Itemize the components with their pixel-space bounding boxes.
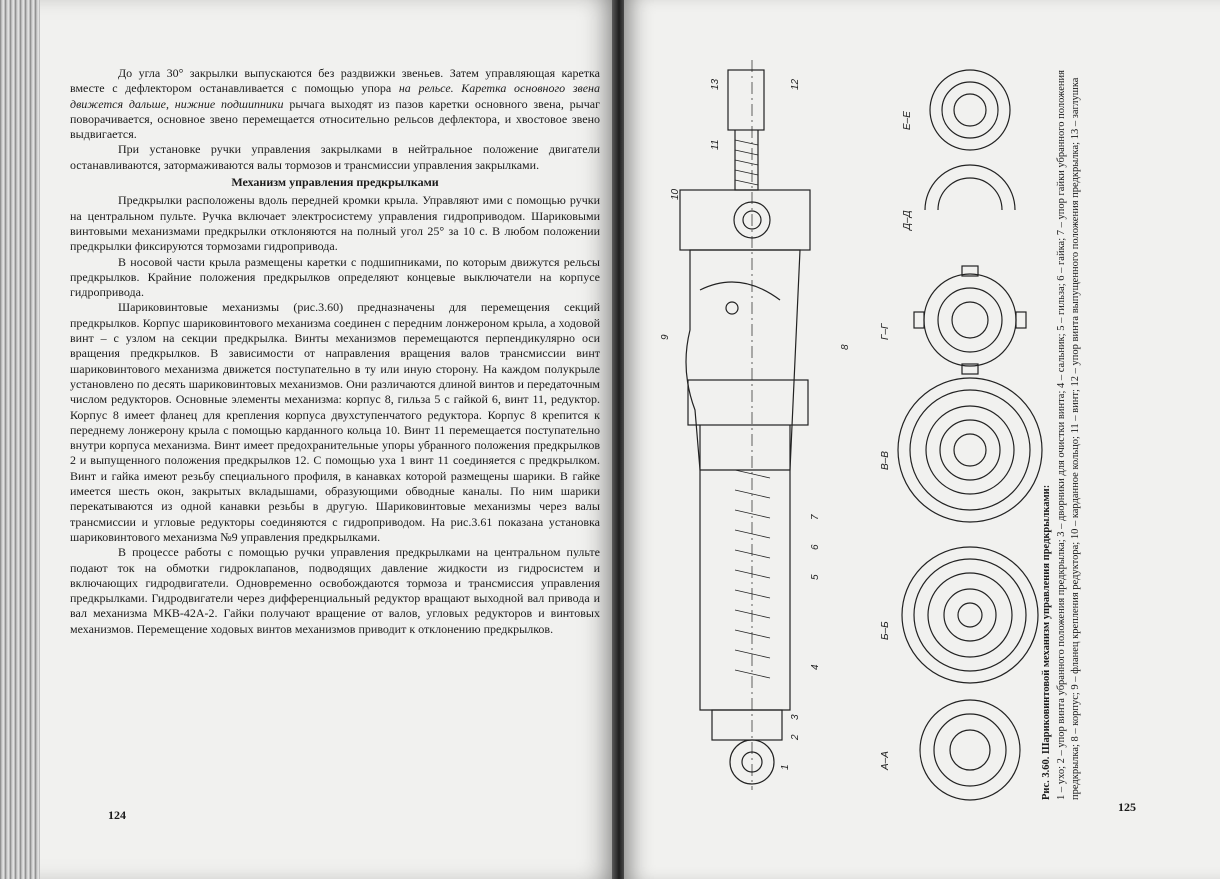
left-page-body — [70, 66, 600, 637]
paragraph-5: Шариковинтовые механизмы (рис.3.60) предназначены для перемещения секций предкрылков. Корпус шариковинтового механизма соединен с передним лонжероном крыла, а ходовой винт – с узлом на секции предкрылка. Винты механизмов перемещаются перпендикулярно оси вращения предкрылков. В зависимости от направления вращения валов трансмиссии винт шариковинтового механизма движется поступательно в ту или иную сторону. На каждом полукрыле установлено по десять шариковинтовых механизмов. Они различаются длиной винтов и передаточным числом редукторов. Основные элементы механизма: корпус 8, гильза 5 с гайкой 6, винт 11, редуктор. Корпус 8 имеет фланец для крепления корпуса двухступенчатого редуктора. Корпус 8 крепится к переднему лонжерону крыла с помощью карданного кольца 10. Винт 11 перемещается поступательно внутри корпуса механизма. Винт имеет предохранительные упоры убранного положения предкрылков 2 и выпущенного положения предкрылков 12. С помощью уха 1 винт 11 соединяется с предкрылком. Винт и гайка имеют резьбу специального профиля, в канавках которой размещены шарики. В гайке имеется шесть окон, закрытых вкладышами, образующими обводные каналы. По ним шарики перекатываются из одной канавки резьбы в другую. Шариковинтовые механизмы через валы трансмиссии и угловые редукторы соединяются с гидроприводом. На рис.3.61 показана установка шариковинтового механизма №9 управления предкрылками. — [70, 300, 600, 544]
paragraph-6: В процессе работы с помощью ручки управления предкрылками на центральном пульте подают ток на обмотки гидроклапанов, подводящих давление жидкости из гидросистем и включающих гидродвигатели. Одновременно освобождаются тормоза и трансмиссия управления предкрылками. Гидродвигатели через дифференциальный редуктор вращают выходной вал привода и вал механизма МКВ-42А-2. Гайки получают вращение от валов, угловых редукторов и винтовых механизмов. Перемещение ходовых винтов механизмов приводит к отклонению предкрылков. — [70, 545, 600, 636]
seal-block — [712, 710, 782, 740]
part-label-9: 9 — [660, 334, 671, 340]
section-gg — [914, 266, 1026, 374]
section-title-vv: В–В — [880, 451, 891, 470]
page-stack-edge — [0, 0, 44, 879]
part-label-10: 10 — [670, 188, 681, 200]
bolt — [726, 302, 738, 314]
section-aa — [920, 700, 1020, 800]
mechanism-drawing-svg — [640, 50, 1200, 810]
section-title-dd: Д–Д — [902, 210, 913, 230]
section-ee — [930, 70, 1010, 150]
paragraph-3: Предкрылки расположены вдоль передней кромки крыла. Управляют ими с помощью ручки на центральном пульте. Ручка включает электросистему управления гидроприводом. Шариковыми винтовыми механизмами предкрылки отклоняются на полный угол 25° за 10 с. В любом положении предкрылки фиксируются тормозами гидропривода. — [70, 193, 600, 254]
paragraph-2: При установке ручки управления закрылками в нейтральное положение двигатели останавливаются, затормаживаются валы тормозов и трансмиссии управления закрылками. — [70, 142, 600, 172]
paragraph-1: До угла 30° закрылки выпускаются без раздвижки звеньев. Затем управляющая каретка вместе с дефлектором останавливается с помощью упора на рельсе. Каретка основного звена движется дальше, нижние подшипники рычага выходят из пазов каретки основного звена, рычаг поворачивается, основное звено перемещается относительно рельсов дефлектора, и хвостовое звено выдвигается. — [70, 66, 600, 142]
part-label-1: 1 — [780, 764, 791, 770]
flange-curve — [700, 282, 780, 300]
figure-caption — [1040, 40, 1084, 800]
part-label-7: 7 — [810, 514, 821, 520]
section-title-ee: Е–Е — [902, 111, 913, 130]
part-label-3: 3 — [790, 714, 801, 720]
section-title-aa: А–А — [880, 751, 891, 770]
housing-lower — [700, 425, 790, 710]
section-title-gg: Г–Г — [880, 323, 891, 340]
part-label-2: 2 — [790, 734, 801, 740]
part-label-6: 6 — [810, 544, 821, 550]
gimbal-ring — [680, 190, 810, 250]
screw-threads-upper — [735, 140, 758, 185]
part-label-8: 8 — [840, 344, 851, 350]
section-bb — [902, 547, 1038, 683]
part-label-4: 4 — [810, 664, 821, 670]
page-number-left: 124 — [108, 808, 126, 822]
part-label-12: 12 — [790, 78, 801, 90]
cap-top — [728, 70, 764, 130]
section-heading: Механизм управления предкрылками — [231, 175, 439, 190]
section-vv — [898, 378, 1042, 522]
part-label-5: 5 — [810, 574, 821, 580]
section-title-bb: Б–Б — [880, 621, 891, 640]
page-number-right: 125 — [1118, 800, 1136, 814]
technical-drawing — [640, 50, 1200, 810]
caption-legend: 1 – ухо; 2 – упор винта убранного положения предкрылка; 3 – дворники для очистки винта; 4 – сальник; 5 – гильза; 6 – гайка; 7 – упор гайки убранного положения предкрылка; 8 – корпус; 9 – фланец крепления редуктора; 10 – карданное кольцо; 11 – винт; 12 – упор винта выпущенного положения предкрылка; 13 – заглушка — [1055, 70, 1081, 800]
section-dd — [925, 165, 1015, 210]
caption-title: Рис. 3.60. Шариковинтовой механизм управления предкрылками: — [1041, 484, 1052, 800]
part-label-13: 13 — [710, 78, 721, 90]
screw-threads-lower — [735, 470, 770, 678]
paragraph-4: В носовой части крыла размещены каретки с подшипниками, по которым движутся рельсы предкрылков. Крайние положения предкрылков определяют концевые выключатели на корпусе гидропривода. — [70, 254, 600, 300]
reducer-flange — [688, 380, 808, 425]
part-label-11: 11 — [710, 139, 721, 150]
